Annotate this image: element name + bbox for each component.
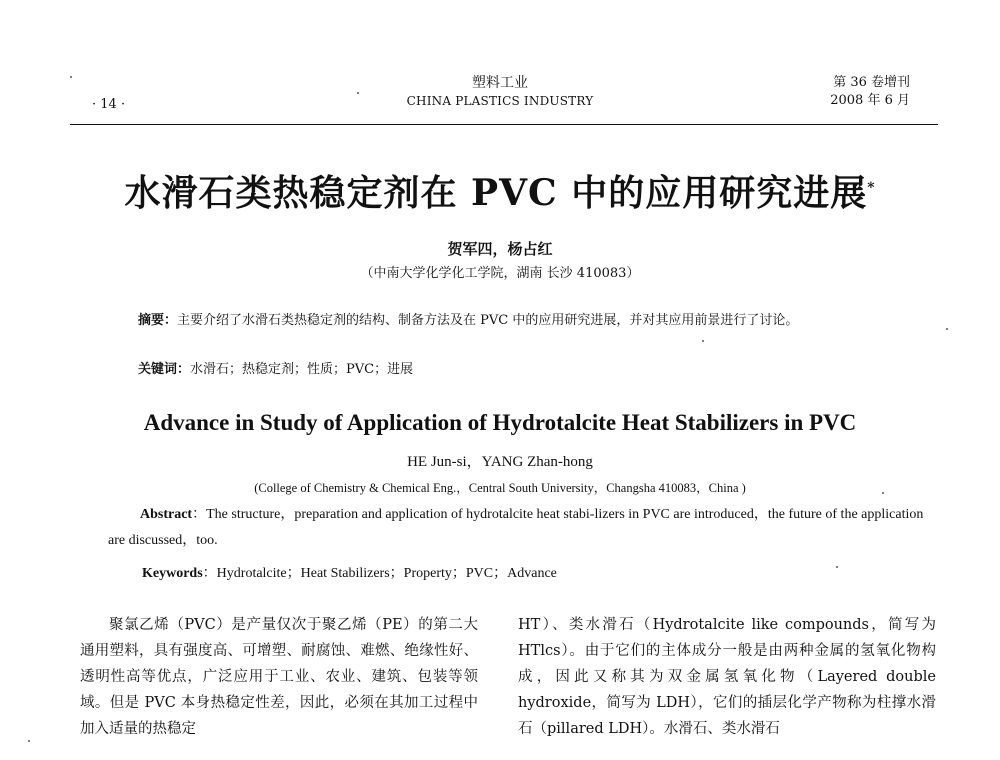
keywords-en-label: Keywords [142,566,203,581]
header-divider [70,124,938,125]
paper-title-cn-text: 水滑石类热稳定剂在 PVC 中的应用研究进展 [124,172,868,214]
authors-en: HE Jun-si，YANG Zhan-hong [407,454,593,470]
keywords-en-text: ：Hydrotalcite；Heat Stabilizers；Property；PVC；Advance [202,566,557,581]
paper-title-cn [0,166,1000,215]
volume-info: 第 36 卷增刊 [833,75,910,90]
abstract-en [108,502,928,554]
abstract-cn-text: 主要介绍了水滑石类热稳定剂的结构、制备方法及在 PVC 中的应用研究进展，并对其应用前景进行了讨论。 [177,313,799,328]
abstract-cn [108,310,930,332]
abstract-en-text: ：The structure，preparation and application of hydrotalcite heat stabi-lizers in PVC are introduced，the future of the application are discussed，too. [108,507,924,548]
page-number: · 14 · [92,97,126,112]
affiliation-en: (College of Chemistry & Chemical Eng.，Central South University，Changsha 410083，China ) [254,481,746,495]
keywords-cn-label: 关键词： [138,362,191,377]
scan-speck [702,340,704,342]
keywords-cn-text: 水滑石；热稳定剂；性质；PVC；进展 [190,362,414,377]
title-footnote-mark: * [867,180,876,196]
journal-name-cn: 塑料工业 [472,75,528,91]
journal-name [380,74,620,110]
keywords-cn [138,358,413,377]
issue-date: 2008 年 6 月 [830,93,910,108]
abstract-cn-label: 摘要： [138,313,178,328]
affiliation-cn: （中南大学化学化工学院，湖南 长沙 410083） [360,266,640,281]
abstract-en-label: Abstract [140,507,193,522]
keywords-en [142,562,557,582]
paper-title-en: Advance in Study of Application of Hydrotalcite Heat Stabilizers in PVC [143,410,857,435]
authors-cn: 贺军四，杨占红 [447,240,553,258]
scan-speck [946,328,948,330]
scan-speck [836,566,838,568]
body-paragraph: 聚氯乙烯（PVC）是产量仅次于聚乙烯（PE）的第二大通用塑料，具有强度高、可增塑、耐腐蚀、难燃、绝缘性好、透明性高等优点，广泛应用于工业、农业、建筑、包装等领域。但是 PVC 本身热稳定性差，因此，必须在其加工过程中加入适量的热稳定 [80,617,478,737]
scan-speck [357,92,359,94]
body-paragraph: HT）、类水滑石（Hydrotalcite like compounds，简写为 HTlcs）。由于它们的主体成分一般是由两种金属的氢氧化物构成，因此又称其为双金属氢氧化物（Layered double hydroxide，简写为 LDH），它们的插层化学产物称为柱撑水滑石（pillared LDH）。水滑石、类水滑石 [518,617,936,737]
journal-name-en: CHINA PLASTICS INDUSTRY [406,94,594,108]
body-column-right [518,612,936,742]
body-column-left [80,612,478,742]
issue-info [830,74,910,110]
scan-speck [28,740,30,742]
scan-speck [70,76,72,78]
scan-speck [882,492,884,494]
